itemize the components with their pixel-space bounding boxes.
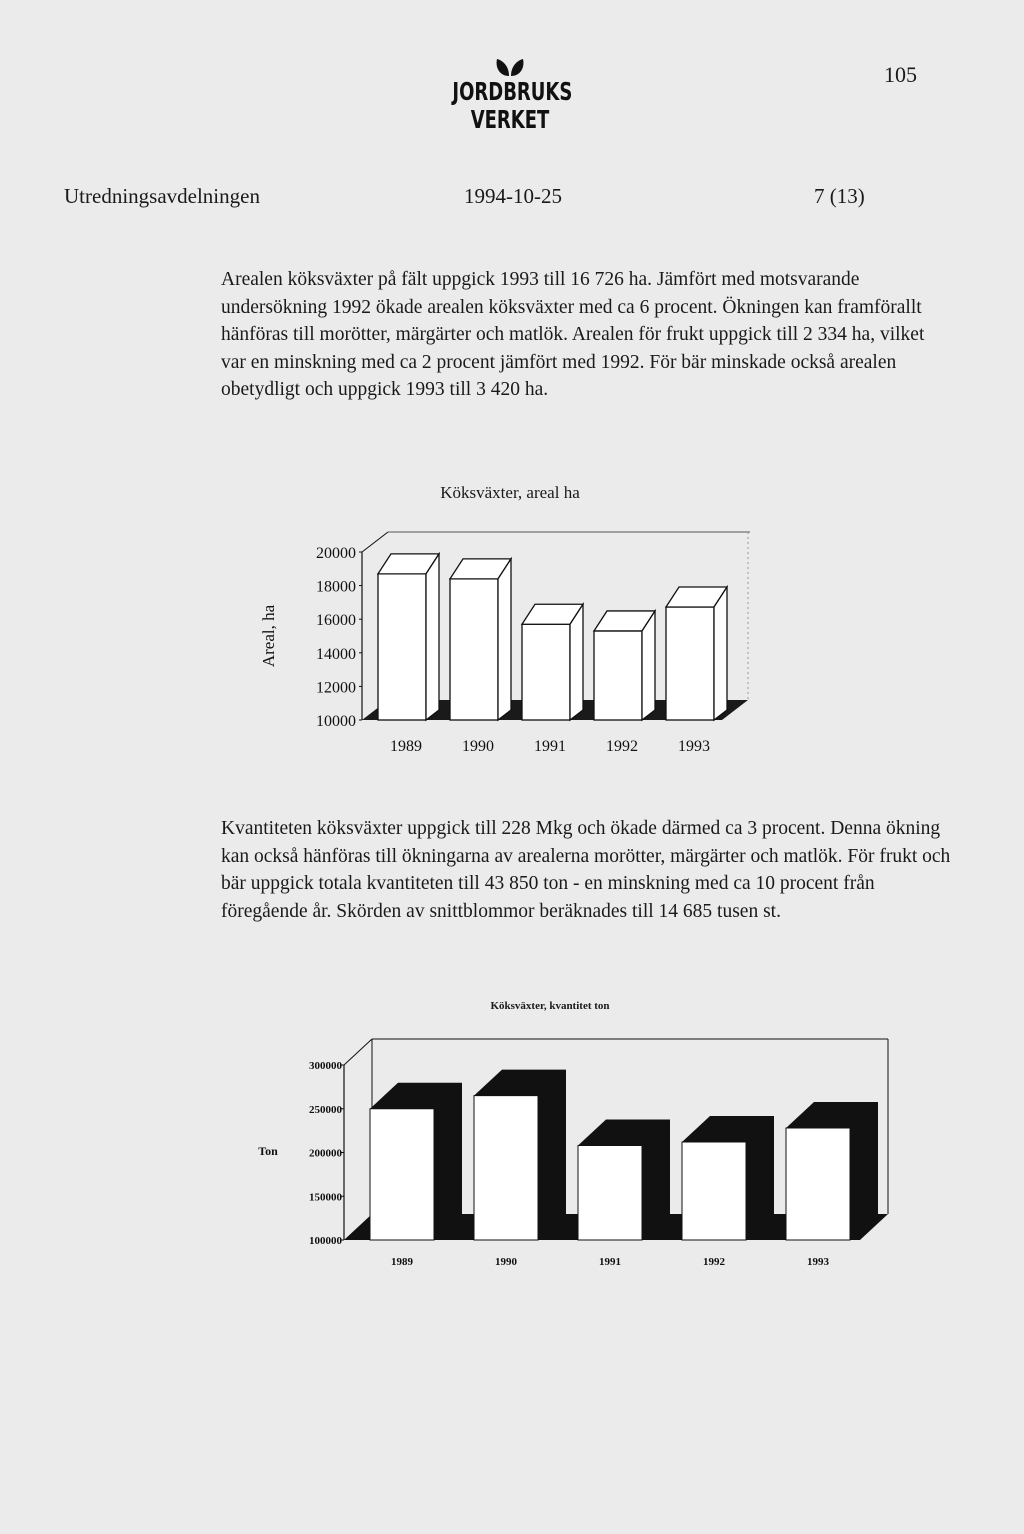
leaf-icon (490, 56, 530, 78)
y-tick-label: 250000 (309, 1103, 342, 1116)
axis-depth-line (362, 532, 388, 552)
paragraph-2: Kvantiteten köksväxter uppgick till 228 Mkg och ökade därmed ca 3 procent. Denna ökning kan också hänföras till ökningarna av arealerna morötter, märgärter och matlök. För frukt och bär uppgick totala kvantiteten till 43 850 ton - en minskning med ca 10 procent från föregående år. Skörden av snittblommor beräknades till 14 685 tusen st. (221, 818, 951, 922)
bar-front (682, 1142, 746, 1240)
x-tick-label: 1993 (678, 738, 710, 755)
chart2-title: Köksväxter, kvantitet ton (490, 1000, 610, 1012)
x-tick-label: 1992 (606, 738, 638, 755)
y-tick-label: 20000 (316, 545, 356, 562)
bar-front (522, 624, 570, 720)
document-date: 1994-10-25 (464, 184, 562, 208)
y-tick-label: 300000 (309, 1060, 342, 1072)
bar-front (786, 1128, 850, 1240)
bar-front (474, 1096, 538, 1240)
y-tick-label: 100000 (309, 1235, 342, 1247)
x-tick-label: 1989 (390, 738, 422, 755)
page-of: 7 (13) (814, 184, 865, 208)
bar-front (450, 579, 498, 720)
bar-side (426, 554, 439, 720)
bar-front (370, 1109, 434, 1240)
y-tick-label: 200000 (309, 1147, 342, 1160)
y-tick-label: 10000 (316, 713, 356, 730)
bar-front (594, 631, 642, 720)
x-tick-label: 1991 (599, 1256, 621, 1268)
quantity-bar-chart (240, 1025, 910, 1275)
x-tick-label: 1992 (703, 1256, 725, 1268)
page-number: 105 (884, 62, 917, 87)
paragraph-1: Arealen köksväxter på fält uppgick 1993 till 16 726 ha. Jämfört med motsvarande undersökning 1992 ökade arealen köksväxter med ca 6 procent. Ökningen kan framförallt hänföras till morötter, märgärter och matlök. Arealen för frukt uppgick till 2 334 ha, vilket var en minskning med ca 2 procent jämfört med 1992. För bär minskade också arealen obetydligt och uppgick 1993 till 3 420 ha. (221, 269, 925, 400)
y-tick-label: 150000 (309, 1191, 342, 1204)
jordbruksverket-logo (430, 56, 590, 134)
y-axis-label: Ton (258, 1144, 278, 1158)
bar-front (578, 1146, 642, 1241)
y-tick-label: 18000 (316, 578, 356, 596)
bar-side (498, 559, 511, 720)
logo-line-2: VERKET (470, 105, 550, 134)
bar-front (666, 607, 714, 720)
bar-side (570, 604, 583, 720)
y-tick-label: 14000 (316, 645, 356, 663)
area-bar-chart (240, 520, 760, 770)
x-tick-label: 1991 (534, 738, 566, 755)
logo-line-1: JORDBRUKS (452, 77, 573, 106)
x-tick-label: 1993 (807, 1256, 829, 1268)
bar-side (714, 587, 727, 720)
bar-side (642, 611, 655, 720)
x-tick-label: 1990 (495, 1256, 517, 1268)
x-tick-label: 1990 (462, 738, 494, 755)
department: Utredningsavdelningen (64, 184, 260, 208)
y-tick-label: 16000 (316, 612, 356, 630)
bar-front (378, 574, 426, 720)
chart1-title: Köksväxter, areal ha (440, 483, 580, 502)
x-tick-label: 1989 (391, 1256, 413, 1268)
y-axis-label: Areal, ha (259, 604, 278, 668)
y-tick-label: 12000 (316, 679, 356, 697)
axis-depth-line (344, 1039, 372, 1065)
